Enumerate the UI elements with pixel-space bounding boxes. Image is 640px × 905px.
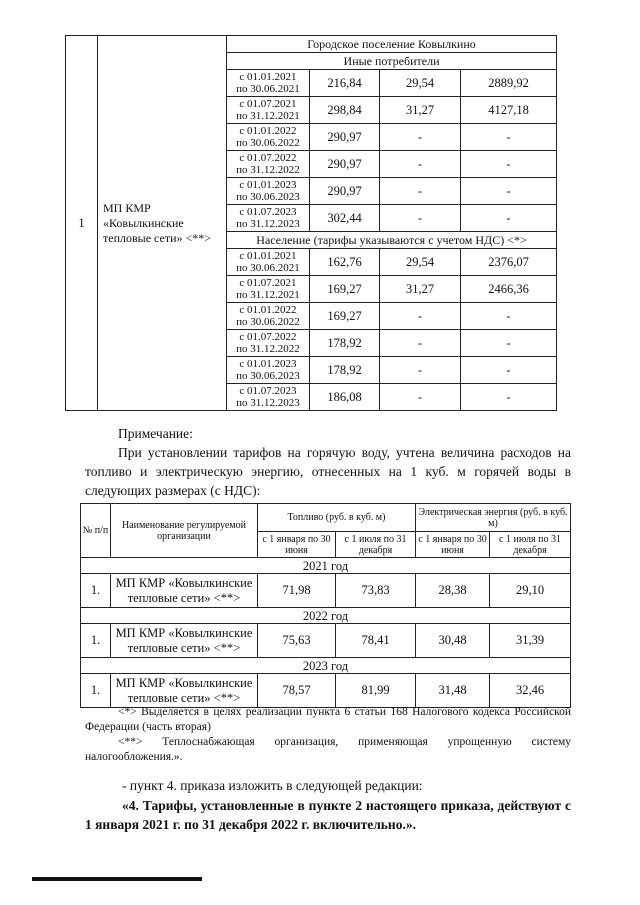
period-from: с 01.01.2023 [239,179,297,191]
value-cell: - [380,151,461,178]
organization-name: МП КМР «Ковылкинские тепловые сети» <**> [98,36,227,411]
period-to: по 30.06.2023 [236,370,300,382]
tariff-table [65,35,557,411]
value-cell: 29,54 [380,249,461,276]
col-fuel-header: Топливо (руб. в куб. м) [258,504,416,532]
table-row [66,36,557,53]
value-cell: 169,27 [310,303,380,330]
item4-text: «4. Тарифы, установленные в пункте 2 настоящего приказа, действуют с 1 января 2021 г. по 31 декабря 2022 г. включительно.». [85,798,571,832]
period-from: с 01.01.2021 [239,250,297,262]
period-cell [227,124,310,151]
period-to: по 31.12.2023 [236,397,300,409]
organization-name: МП КМР «Ковылкинские тепловые сети» <**> [111,574,258,608]
value-cell: - [380,330,461,357]
year-label: 2021 год [81,558,571,574]
table-row [81,624,571,658]
period-cell [227,249,310,276]
value-cell: - [461,303,557,330]
value-cell: - [380,124,461,151]
period-to: по 31.12.2021 [236,110,300,122]
period-from: с 01.01.2022 [239,125,297,137]
period-to: по 30.06.2021 [236,262,300,274]
note-paragraph: При установлении тарифов на горячую воду, учтена величина расходов на топливо и электрическую энергию, отнесенных на 1 куб. м горячей воды в следующих размерах (с НДС): [85,445,571,498]
value-cell: 71,98 [258,574,336,608]
value-cell: - [461,178,557,205]
value-cell: 2889,92 [461,70,557,97]
value-cell: 81,99 [336,674,416,708]
bottom-rule [32,877,202,881]
value-cell: - [461,384,557,411]
period-cell [227,70,310,97]
value-cell: - [380,205,461,232]
period-from: с 01.07.2021 [239,98,297,110]
value-cell: 31,48 [416,674,490,708]
value-cell: 29,54 [380,70,461,97]
value-cell: 73,83 [336,574,416,608]
period-to: по 31.12.2023 [236,218,300,230]
row-number: 1. [81,674,111,708]
period-cell [227,205,310,232]
value-cell: - [461,357,557,384]
item4-intro: - пункт 4. приказа изложить в следующей редакции: [122,778,423,793]
note-label: Примечание: [118,426,193,441]
row-number: 1. [81,574,111,608]
value-cell: 4127,18 [461,97,557,124]
year-row [81,558,571,574]
value-cell: 178,92 [310,330,380,357]
value-cell: 2466,36 [461,276,557,303]
value-cell: 290,97 [310,178,380,205]
period-from: с 01.07.2022 [239,152,297,164]
organization-name: МП КМР «Ковылкинские тепловые сети» <**> [111,674,258,708]
value-cell: 162,76 [310,249,380,276]
period-cell [227,357,310,384]
period-to: по 30.06.2021 [236,83,300,95]
period-to: по 31.12.2021 [236,289,300,301]
value-cell: - [461,151,557,178]
value-cell: 78,57 [258,674,336,708]
elec-jul-header: с 1 июля по 31 декабря [490,532,571,558]
period-from: с 01.01.2022 [239,304,297,316]
value-cell: 290,97 [310,151,380,178]
fuel-jul-header: с 1 июля по 31 декабря [336,532,416,558]
year-label: 2022 год [81,608,571,624]
period-cell [227,97,310,124]
period-cell [227,303,310,330]
value-cell: 31,27 [380,97,461,124]
value-cell: - [380,178,461,205]
footnote-simplified-tax: <**> Теплоснабжающая организация, применяющая упрощенную систему налогообложения.». [85,736,571,763]
year-row [81,608,571,624]
value-cell: 2376,07 [461,249,557,276]
fuel-jan-header: с 1 января по 30 июня [258,532,336,558]
value-cell: - [380,303,461,330]
period-from: с 01.07.2022 [239,331,297,343]
value-cell: - [461,124,557,151]
period-cell [227,276,310,303]
settlement-header: Городское поселение Ковылкино [227,36,557,53]
period-to: по 30.06.2023 [236,191,300,203]
period-to: по 30.06.2022 [236,137,300,149]
value-cell: - [380,357,461,384]
period-to: по 31.12.2022 [236,343,300,355]
period-from: с 01.07.2023 [239,206,297,218]
value-cell: - [380,384,461,411]
value-cell: 178,92 [310,357,380,384]
table-row [81,674,571,708]
value-cell: 298,84 [310,97,380,124]
period-from: с 01.01.2023 [239,358,297,370]
value-cell: 78,41 [336,624,416,658]
footnote-vat: <*> Выделяется в целях реализации пункта 6 статьи 168 Налогового кодекса Российской Федерации (часть вторая) [85,706,571,733]
elec-jan-header: с 1 января по 30 июня [416,532,490,558]
col-number-header: № п/п [81,504,111,558]
value-cell: 75,63 [258,624,336,658]
value-cell: 216,84 [310,70,380,97]
period-from: с 01.07.2023 [239,385,297,397]
period-to: по 30.06.2022 [236,316,300,328]
value-cell: 30,48 [416,624,490,658]
group-header-population: Население (тарифы указываются с учетом НДС) <*> [227,232,557,249]
value-cell: 28,38 [416,574,490,608]
col-electricity-header: Электрическая энергия (руб. в куб. м) [416,504,571,532]
row-number: 1. [81,624,111,658]
period-from: с 01.07.2021 [239,277,297,289]
value-cell: 290,97 [310,124,380,151]
period-cell [227,384,310,411]
row-number: 1 [66,36,98,411]
period-cell [227,151,310,178]
period-cell [227,330,310,357]
table-row [81,574,571,608]
value-cell: 186,08 [310,384,380,411]
organization-name: МП КМР «Ковылкинские тепловые сети» <**> [111,624,258,658]
group-header-other: Иные потребители [227,53,557,70]
year-row [81,658,571,674]
table-header-row [81,504,571,532]
period-from: с 01.01.2021 [239,71,297,83]
value-cell: - [461,205,557,232]
col-organization-header: Наименование регулируемой организации [111,504,258,558]
value-cell: 302,44 [310,205,380,232]
value-cell: 31,27 [380,276,461,303]
value-cell: 169,27 [310,276,380,303]
period-to: по 31.12.2022 [236,164,300,176]
year-label: 2023 год [81,658,571,674]
value-cell: 29,10 [490,574,571,608]
period-cell [227,178,310,205]
value-cell: - [461,330,557,357]
value-cell: 31,39 [490,624,571,658]
costs-table [80,503,571,708]
value-cell: 32,46 [490,674,571,708]
